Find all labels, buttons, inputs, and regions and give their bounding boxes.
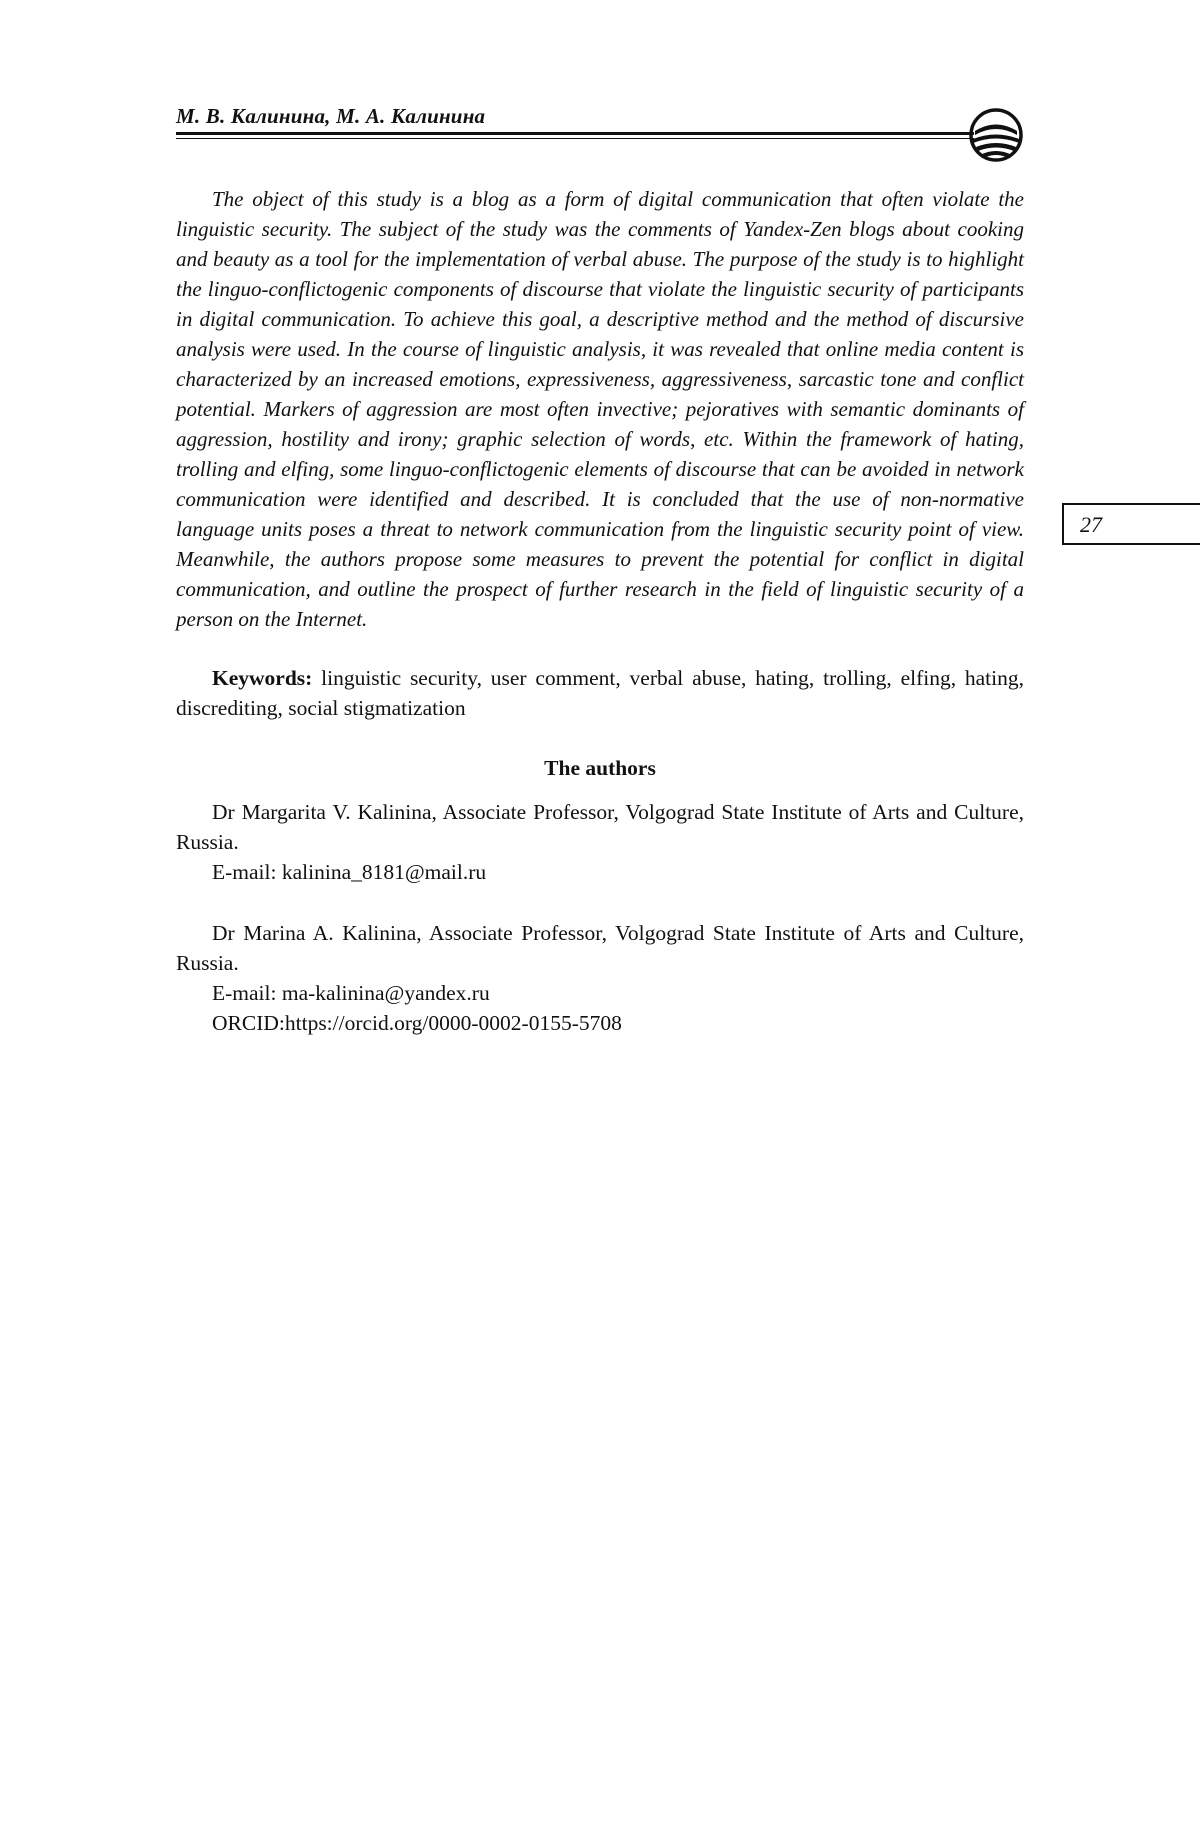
keywords-paragraph <box>176 663 1024 723</box>
running-head: М. В. Калинина, М. А. Калинина <box>176 104 486 128</box>
page-number: 27 <box>1080 512 1102 537</box>
page-number-box <box>1062 503 1200 545</box>
header-rule-thin <box>176 138 974 139</box>
author-orcid: ORCID:https://orcid.org/0000-0002-0155-5708 <box>212 1011 622 1035</box>
author-entry <box>176 918 1024 1038</box>
keywords-label: Keywords: <box>212 666 313 690</box>
author-affiliation: Dr Margarita V. Kalinina, Associate Professor, Volgograd State Institute of Arts and Culture, Russia. <box>176 800 1024 854</box>
header-rule-thick <box>176 132 974 135</box>
author-entry <box>176 797 1024 887</box>
author-email: E-mail: kalinina_8181@mail.ru <box>212 860 487 884</box>
journal-logo-icon <box>966 106 1026 164</box>
authors-heading: The authors <box>544 756 656 780</box>
author-email: E-mail: ma-kalinina@yandex.ru <box>212 981 490 1005</box>
keywords-text: linguistic security, user comment, verbal abuse, hating, trolling, elfing, hating, discrediting, social stigmatization <box>176 666 1024 720</box>
abstract-paragraph: The object of this study is a blog as a form of digital communication that often violate the linguistic security. The subject of the study was the comments of Yandex-Zen blogs about cooking and beauty as a tool for the implementation of verbal abuse. The purpose of the study is to highlight the linguo-conflictogenic components of discourse that violate the linguistic security of participants in digital communication. To achieve this goal, a descriptive method and the method of discursive analysis were used. In the course of linguistic analysis, it was revealed that online media content is characterized by an increased emotions, expressiveness, aggressiveness, sarcastic tone and conflict potential. Markers of aggression are most often invective; pejoratives with semantic dominants of aggression, hostility and irony; graphic selection of words, etc. Within the framework of hating, trolling and elfing, some linguo-conflictogenic elements of discourse that can be avoided in network communication were identified and described. It is concluded that the use of non-normative language units poses a threat to network communication from the linguistic security point of view. Meanwhile, the authors propose some measures to prevent the potential for conflict in digital communication, and outline the prospect of further research in the field of linguistic security of a person on the Internet. <box>176 187 1024 631</box>
author-affiliation: Dr Marina A. Kalinina, Associate Professor, Volgograd State Institute of Arts and Culture, Russia. <box>176 921 1024 975</box>
